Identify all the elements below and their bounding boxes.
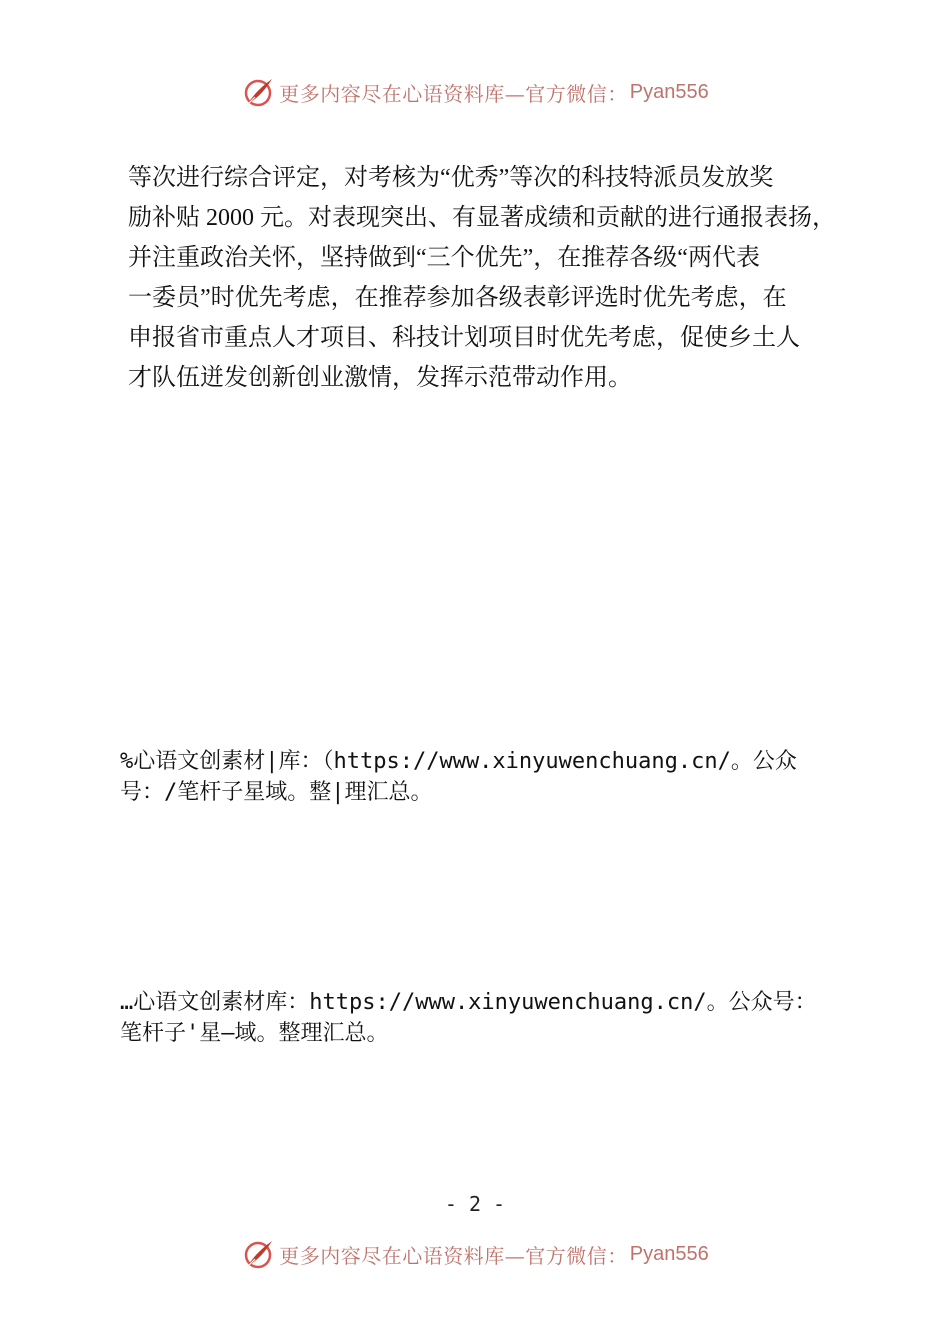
body-line: 等次进行综合评定，对考核为“优秀”等次的科技特派员发放奖 (128, 165, 774, 191)
body-paragraph (128, 158, 836, 398)
note-line: %心语文创素材|库：（https://www.xinyuwenchuang.cn/。公众 (120, 749, 797, 774)
note-line: 笔杆子'星—域。整理汇总。 (120, 1021, 389, 1046)
body-line: 励补贴 2000 元。对表现突出、有显著成绩和贡献的进行通报表扬， (128, 205, 836, 231)
note-line: 号：/笔杆子星域。整|理汇总。 (120, 780, 433, 805)
banner-text: 更多内容尽在心语资料库—官方微信： (279, 81, 628, 106)
source-note-2 (120, 987, 850, 1049)
note-line: …心语文创素材库：https://www.xinyuwenchuang.cn/。公众号： (120, 990, 817, 1015)
page-number: - 2 - (444, 1192, 506, 1216)
body-line: 才队伍迸发创新创业激情，发挥示范带动作用。 (128, 365, 632, 391)
source-note-1 (120, 746, 850, 808)
feather-quill-logo-icon (241, 1237, 275, 1271)
body-line: 申报省市重点人才项目、科技计划项目时优先考虑，促使乡土人 (128, 325, 800, 351)
feather-quill-logo-icon (241, 75, 275, 109)
wechat-id: Pyan556 (629, 80, 709, 103)
wechat-id: Pyan556 (629, 1242, 709, 1265)
header-banner (0, 72, 950, 112)
banner-text: 更多内容尽在心语资料库—官方微信： (279, 1243, 628, 1268)
body-line: 一委员”时优先考虑，在推荐参加各级表彰评选时优先考虑，在 (128, 285, 787, 311)
body-line: 并注重政治关怀，坚持做到“三个优先”，在推荐各级“两代表 (128, 245, 760, 271)
footer-banner (0, 1234, 950, 1274)
